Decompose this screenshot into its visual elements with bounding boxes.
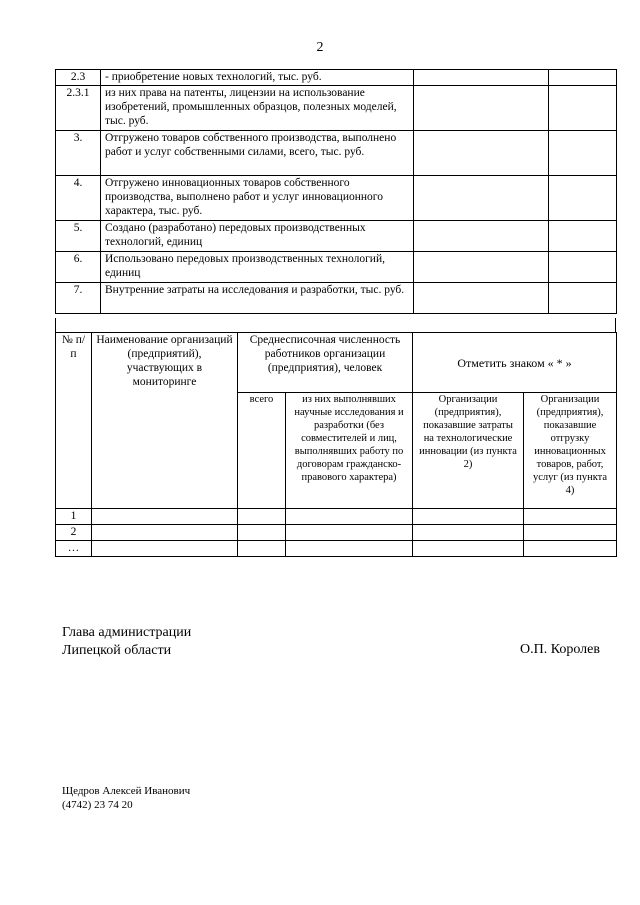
table-row — [56, 283, 617, 314]
table-row — [56, 86, 617, 131]
signature-title-line1: Глава администрации — [62, 625, 192, 640]
value-cell — [549, 86, 617, 131]
data-cell — [413, 541, 524, 557]
header-total: всего — [238, 393, 286, 509]
value-cell — [549, 131, 617, 176]
header-num: № п/п — [56, 333, 92, 509]
row-text: Использовано передовых производственных технологий, единиц — [101, 252, 414, 283]
table-gap — [55, 318, 616, 332]
value-cell — [549, 252, 617, 283]
value-cell — [414, 176, 549, 221]
row-number: 2 — [56, 525, 92, 541]
data-cell — [92, 541, 238, 557]
page-number: 2 — [316, 40, 324, 55]
row-text: - приобретение новых технологий, тыс. руб. — [101, 70, 414, 86]
header-org-name: Наименование организаций (предприятий), участвующих в мониторинге — [92, 333, 238, 509]
row-number: 2.3.1 — [56, 86, 101, 131]
data-cell — [92, 509, 238, 525]
value-cell — [549, 176, 617, 221]
data-cell — [524, 525, 617, 541]
header-mark: Отметить знаком « * » — [413, 333, 617, 393]
value-cell — [414, 221, 549, 252]
value-cell — [414, 283, 549, 314]
author-phone: (4742) 23 74 20 — [62, 799, 133, 811]
row-number: 1 — [56, 509, 92, 525]
table-row — [56, 221, 617, 252]
table-row — [56, 131, 617, 176]
data-cell — [238, 509, 286, 525]
data-cell — [286, 509, 413, 525]
organizations-table — [55, 332, 617, 557]
table-row — [56, 525, 617, 541]
table-row — [56, 252, 617, 283]
header-orgs-ship: Организации (предприятия), показавшие отгрузку инновационных товаров, работ, услуг (из пункта 4) — [524, 393, 617, 509]
table-row — [56, 70, 617, 86]
row-text: Создано (разработано) передовых производственных технологий, единиц — [101, 221, 414, 252]
author-name: Щедров Алексей Иванович — [62, 785, 191, 797]
data-cell — [524, 541, 617, 557]
indicators-table — [55, 69, 617, 314]
row-number: 6. — [56, 252, 101, 283]
header-research: из них выполнявших научные исследования и разработки (без совместителей и лиц, выполнявших работу по договорам гражданско-правового характера) — [286, 393, 413, 509]
row-text: Внутренние затраты на исследования и разработки, тыс. руб. — [101, 283, 414, 314]
data-cell — [524, 509, 617, 525]
value-cell — [549, 70, 617, 86]
table-row — [56, 509, 617, 525]
data-cell — [92, 525, 238, 541]
header-orgs-tech: Организации (предприятия), показавшие затраты на технологические инновации (из пункта 2) — [413, 393, 524, 509]
value-cell — [549, 221, 617, 252]
row-text: Отгружено товаров собственного производства, выполнено работ и услуг собственными силами, всего, тыс. руб. — [101, 131, 414, 176]
value-cell — [414, 252, 549, 283]
row-text: Отгружено инновационных товаров собственного производства, выполнено работ и услуг инновационного характера, тыс. руб. — [101, 176, 414, 221]
data-cell — [286, 525, 413, 541]
value-cell — [414, 70, 549, 86]
value-cell — [414, 86, 549, 131]
data-cell — [238, 525, 286, 541]
row-number: 7. — [56, 283, 101, 314]
table-row — [56, 176, 617, 221]
row-number: 3. — [56, 131, 101, 176]
row-number: 4. — [56, 176, 101, 221]
header-avg-staff: Среднесписочная численность работников организации (предприятия), человек — [238, 333, 413, 393]
row-number: 2.3 — [56, 70, 101, 86]
data-cell — [413, 525, 524, 541]
signature-name: О.П. Королев — [520, 642, 600, 657]
data-cell — [238, 541, 286, 557]
table-row — [56, 541, 617, 557]
row-number: … — [56, 541, 92, 557]
row-number: 5. — [56, 221, 101, 252]
data-cell — [413, 509, 524, 525]
author-block — [62, 784, 190, 812]
signature-title — [62, 624, 191, 660]
signature-title-line2: Липецкой области — [62, 643, 172, 658]
data-cell — [286, 541, 413, 557]
value-cell — [549, 283, 617, 314]
row-text: из них права на патенты, лицензии на использование изобретений, промышленных образцов, полезных моделей, тыс. руб. — [101, 86, 414, 131]
value-cell — [414, 131, 549, 176]
